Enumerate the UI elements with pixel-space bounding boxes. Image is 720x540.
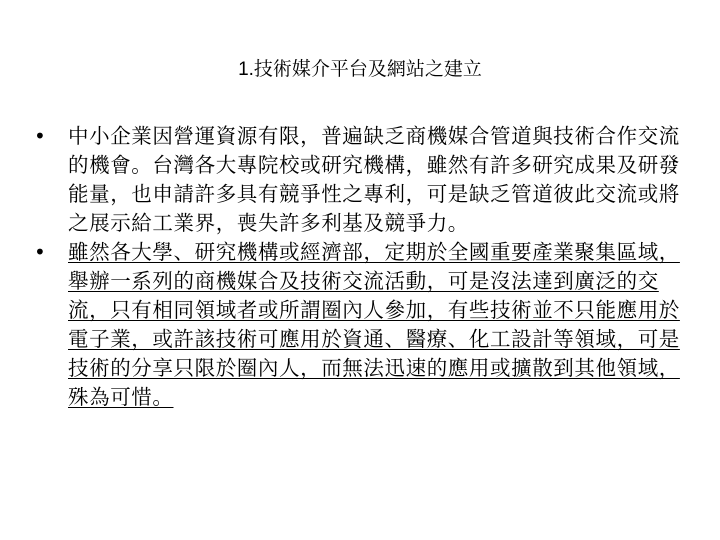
bullet-list [34, 122, 684, 412]
bullet-item [34, 122, 684, 238]
bullet-text-underlined: 雖然各大學、研究機構或經濟部，定期於全國重要產業聚集區域，舉辦一系列的商機媒合及技術交流活動，可是沒法達到廣泛的交流，只有相同領域者或所謂圈內人參加，有些技術並不只能應用於電子業，或許該技術可應用於資通、醫療、化工設計等領域，可是技術的分享只限於圈內人，而無法迅速的應用或擴散到其他領域，殊為可惜。 [68, 240, 680, 409]
bullet-text: 中小企業因營運資源有限，普遍缺乏商機媒合管道與技術合作交流的機會。台灣各大專院校或研究機構，雖然有許多研究成果及研發能量，也申請許多具有競爭性之專利，可是缺乏管道彼此交流或將之展示給工業界，喪失許多利基及競爭力。 [68, 124, 680, 235]
bullet-dot-icon: • [34, 240, 47, 264]
bullet-item [34, 238, 684, 412]
slide-title: 1.技術媒介平台及網站之建立 [238, 59, 482, 80]
bullet-dot-icon: • [34, 124, 47, 148]
